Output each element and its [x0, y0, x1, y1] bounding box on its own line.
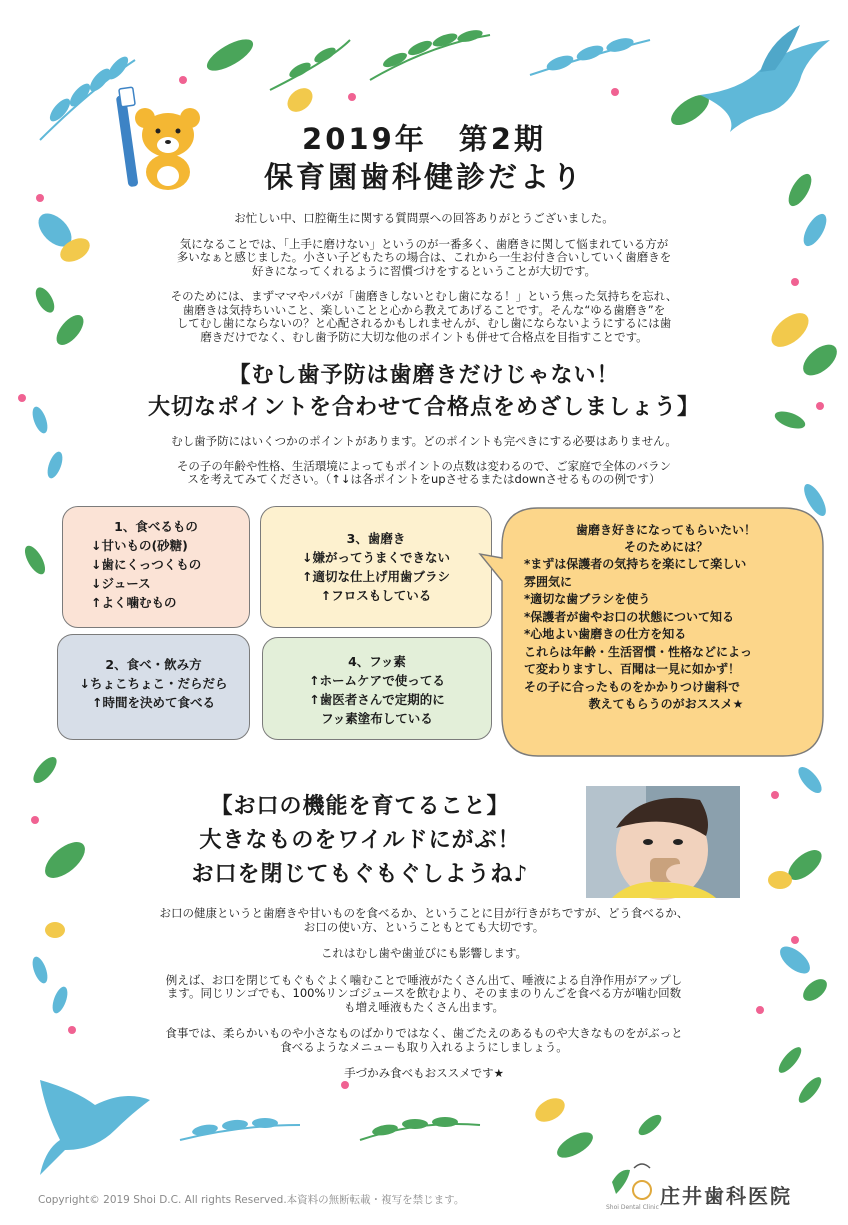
bubble-line: *適切な歯ブラシを使う	[524, 592, 651, 606]
box-title: 3、歯磨き	[346, 531, 406, 546]
section2-p3-line2: ます。同じリンゴでも、100%リンゴジュースを飲むより、そのままのりんごを食べる方が噛む回数	[166, 986, 682, 1000]
bubble-line: これらは年齢・生活習慣・性格などによっ	[524, 644, 753, 659]
section2-p1-line2: お口の使い方、ということもとても大切です。	[303, 919, 545, 934]
box-line: ↑時間を決めて食べる	[92, 695, 215, 710]
newsletter-title	[200, 120, 648, 196]
box-line: ↓甘いもの(砂糖)	[91, 538, 188, 553]
clinic-name: 庄井歯科医院	[660, 1184, 792, 1208]
section1-heading-line1: 【むし歯予防は歯磨きだけじゃない！	[228, 363, 620, 388]
box-title: 1、食べるもの	[114, 519, 198, 534]
bubble-title-1: 歯磨き好きになってもらいたい！	[575, 523, 756, 537]
intro-p2-line3: 好きになってくれるように習慣づけをするということが大切です。	[251, 263, 597, 278]
intro-p2-line2: 多いなぁと感じました。小さい子どもたちの場合は、これから一生お付き合いしていく歯磨きを	[176, 250, 672, 264]
section2-p2: これはむし歯や歯並びにも影響します。	[320, 946, 528, 960]
intro-p3-line4: 磨きだけでなく、むし歯予防に大切な他のポイントも併せて合格点を目指すことです。	[200, 329, 648, 344]
box-line: ↑ホームケアで使ってる	[309, 673, 445, 688]
box-line: ↑歯医者さんで定期的に	[309, 692, 445, 707]
box-line: フッ素塗布している	[321, 711, 433, 726]
title-line-1: 2019年 第2期	[302, 122, 546, 156]
section2-heading	[150, 790, 570, 892]
bubble-line: 雰囲気に	[524, 574, 573, 589]
section1-text	[90, 435, 758, 487]
bubble-line: て変わりますし、百聞は一見に如かず！	[524, 662, 741, 676]
speech-bubble	[518, 522, 814, 714]
box-line: ↓歯にくっつくもの	[91, 557, 202, 572]
section2-heading-line3: お口を閉じてもぐもぐしようね♪	[191, 862, 529, 887]
bubble-title-2: そのためには？	[623, 540, 708, 554]
box-title: 2、食べ・飲み方	[105, 657, 202, 672]
section1-p2-line2: スを考えてみてください。（↑↓は各ポイントをupさせるまたはdownさせるものの例です）	[187, 472, 661, 486]
point-box-brushing	[260, 506, 492, 628]
section2-heading-line1: 【お口の機能を育てること】	[210, 794, 510, 819]
section1-heading	[110, 360, 738, 424]
intro-p2-line1: 気になることでは、「上手に磨けない」というのが一番多く、歯磨きに関して悩まれている方が	[179, 236, 669, 251]
bird-icon	[700, 25, 830, 132]
section2-p3-line1: 例えば、お口を閉じてもぐもぐよく噛むことで唾液がたくさん出て、唾液による自浄作用がアップし	[165, 972, 683, 987]
copyright-notice: Copyright© 2019 Shoi D.C. All rights Reserved.本資料の無断転載・複写を禁じます。	[38, 1194, 465, 1206]
bird-icon	[40, 1080, 150, 1175]
section1-p2-line1: その子の年齢や性格、生活環境によってもポイントの点数は変わるので、ご家庭で全体のバラン	[176, 458, 672, 473]
section2-p1-line1: お口の健康というと歯磨きや甘いものを食べるか、ということに目が行きがちですが、どう食べるか、	[159, 906, 689, 920]
section1-p1: むし歯予防にはいくつかのポイントがあります。どのポイントも完ぺきにする必要はありません。	[171, 434, 677, 448]
bubble-line: その子に合ったものをかかりつけ歯科で	[524, 679, 741, 694]
bubble-line: *まずは保護者の気持ちを楽にして楽しい	[524, 557, 747, 571]
bubble-line: 教えてもらうのがおススメ★	[588, 697, 744, 711]
box-line: ↑適切な仕上げ用歯ブラシ	[302, 569, 450, 584]
section2-p4-line1: 食事では、柔らかいものや小さなものばかりではなく、歯ごたえのあるものや大きなものをがぶっと	[165, 1026, 683, 1040]
box-title: 4、フッ素	[348, 654, 406, 669]
bubble-line: *心地よい歯磨きの仕方を知る	[524, 627, 687, 641]
section2-heading-line2: 大きなものをワイルドにがぶ！	[199, 828, 521, 853]
child-eating-photo	[586, 786, 740, 900]
intro-p3-line1: そのためには、まずママやパパが「歯磨きしないとむし歯になる！」という焦った気持ちを忘れ、	[170, 289, 678, 303]
section2-p3-line3: も増え唾液もたくさん出ます。	[343, 999, 505, 1014]
point-box-eating-habits	[57, 634, 250, 740]
bubble-line: *保護者が歯やお口の状態について知る	[524, 609, 735, 624]
section2-text	[85, 907, 763, 1081]
box-line: ↓ジュース	[91, 576, 151, 591]
box-line: ↑フロスもしている	[320, 588, 432, 603]
box-line: ↓嫌がってうまくできない	[302, 550, 450, 565]
point-box-food	[62, 506, 250, 628]
section1-heading-line2: 大切なポイントを合わせて合格点をめざしましょう】	[147, 395, 700, 420]
intro-text	[100, 212, 748, 344]
box-line: ↑よく噛むもの	[91, 595, 177, 610]
clinic-logo-subtext: Shoi Dental Clinic	[606, 1204, 659, 1211]
intro-p3-line3: してむし歯にならないの？と心配されるかもしれませんが、むし歯にならないようにするには歯	[176, 316, 672, 330]
section2-p4-line2: 食べるようなメニューも取り入れるようにしましょう。	[280, 1039, 568, 1054]
title-line-2: 保育園歯科健診だより	[263, 160, 584, 194]
clinic-logo-icon	[612, 1164, 651, 1199]
section2-p5: 手づかみ食べもおススメです★	[344, 1066, 504, 1080]
bear-toothbrush-icon	[116, 87, 200, 190]
box-line: ↓ちょこちょこ・だらだら	[79, 676, 228, 691]
intro-p1: お忙しい中、口腔衛生に関する質問票への回答ありがとうございました。	[234, 211, 614, 225]
point-box-fluoride	[262, 637, 492, 740]
intro-p3-line2: 歯磨きは気持ちいいこと、楽しいことと心から教えてあげることです。そんな“ゆる歯磨き”を	[182, 302, 666, 317]
